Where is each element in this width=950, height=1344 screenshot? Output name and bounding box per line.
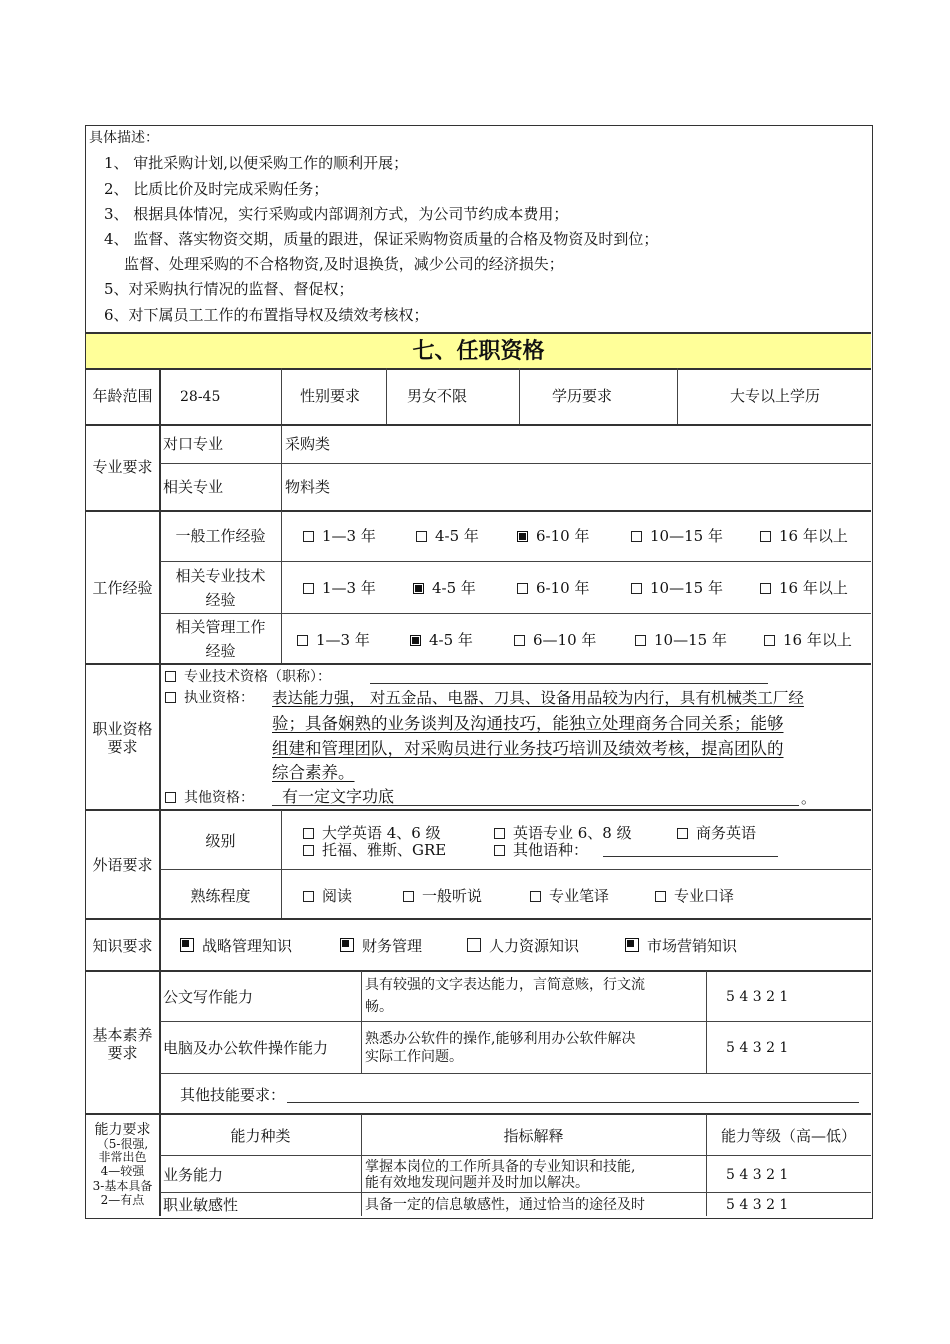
desc-item: 6、对下属员工工作的布置指导权及绩效考核权； bbox=[104, 306, 429, 324]
major-related-label: 相关专业 bbox=[163, 478, 224, 496]
checkbox-icon[interactable] bbox=[764, 635, 775, 646]
experience-option[interactable]: 10—15 年 bbox=[631, 527, 723, 545]
exp-tech-label: 经验 bbox=[205, 591, 236, 609]
desc-item: 4、 监督、落实物资交期，质量的跟进，保证采购物资质量的合格及物资及时到位； bbox=[104, 230, 659, 248]
quality-name: 电脑及办公软件操作能力 bbox=[163, 1039, 329, 1057]
experience-option[interactable]: 16 年以上 bbox=[760, 579, 848, 597]
prof-option[interactable]: 专业笔译 bbox=[530, 887, 609, 905]
checked-box-icon[interactable] bbox=[625, 938, 639, 952]
knowledge-option[interactable]: 战略管理知识 bbox=[180, 937, 292, 955]
experience-option[interactable]: 6—10 年 bbox=[514, 631, 596, 649]
desc-item: 2、 比质比价及时完成采购任务； bbox=[104, 180, 329, 198]
prof-option[interactable]: 一般听说 bbox=[403, 887, 482, 905]
desc-item: 3、 根据具体情况，实行采购或内部调剂方式，为公司节约成本费用； bbox=[104, 205, 569, 223]
experience-label: 工作经验 bbox=[92, 579, 153, 597]
ability-head-level: 能力等级（高—低） bbox=[720, 1127, 856, 1145]
ability-label-note: 4—较强 bbox=[100, 1164, 145, 1178]
license-line: 综合素养。 bbox=[272, 763, 355, 782]
checkbox-icon[interactable] bbox=[165, 692, 176, 703]
checkbox-icon[interactable] bbox=[303, 583, 314, 594]
experience-option[interactable]: 1—3 年 bbox=[303, 579, 376, 597]
desc-label: 具体描述： bbox=[89, 130, 159, 146]
experience-option[interactable]: 16 年以上 bbox=[764, 631, 852, 649]
desc-item: 5、对采购执行情况的监督、督促权； bbox=[104, 280, 354, 298]
checkbox-icon[interactable] bbox=[631, 583, 642, 594]
lang-option[interactable]: 英语专业 6、8 级 bbox=[494, 824, 632, 842]
ability-name: 业务能力 bbox=[163, 1166, 224, 1184]
qualification-label: 要求 bbox=[107, 738, 138, 756]
age-label: 年龄范围 bbox=[92, 387, 153, 405]
checkbox-icon[interactable] bbox=[403, 891, 414, 902]
ability-label: 能力要求 bbox=[94, 1122, 151, 1138]
other-qualification-value: 有一定文字功底 bbox=[282, 787, 395, 806]
checkbox-icon[interactable] bbox=[655, 891, 666, 902]
checkbox-icon[interactable] bbox=[514, 635, 525, 646]
lang-prof-label: 熟练程度 bbox=[190, 887, 251, 905]
other-qualification[interactable]: 其他资格： bbox=[165, 789, 254, 807]
ability-label-note: 非常出色 bbox=[98, 1150, 147, 1164]
desc-item: 监督、处理采购的不合格物资,及时退换货，减少公司的经济损失； bbox=[124, 255, 564, 273]
edu-value: 大专以上学历 bbox=[729, 387, 820, 405]
experience-option[interactable]: 16 年以上 bbox=[760, 527, 848, 545]
exp-mgmt-label: 相关管理工作 bbox=[175, 618, 266, 636]
ability-label-note: 2—有点 bbox=[100, 1193, 145, 1207]
checkbox-icon[interactable] bbox=[530, 891, 541, 902]
quality-score: 5 4 3 2 1 bbox=[726, 989, 789, 1005]
checkbox-icon[interactable] bbox=[165, 671, 176, 682]
experience-option[interactable]: 4-5 年 bbox=[416, 527, 479, 545]
knowledge-option[interactable]: 财务管理 bbox=[340, 937, 422, 955]
ability-desc: 能有效地发现问题并及时加以解决。 bbox=[365, 1175, 589, 1191]
ability-head-desc: 指标解释 bbox=[503, 1127, 564, 1145]
checkbox-icon[interactable] bbox=[494, 828, 505, 839]
quality-label: 基本素养 bbox=[92, 1026, 153, 1044]
major-match-value: 采购类 bbox=[285, 435, 331, 453]
checkbox-icon[interactable] bbox=[303, 891, 314, 902]
ability-score: 5 4 3 2 1 bbox=[726, 1197, 789, 1213]
experience-option[interactable]: 10—15 年 bbox=[631, 579, 723, 597]
checkbox-icon[interactable] bbox=[494, 845, 505, 856]
experience-option[interactable]: 6-10 年 bbox=[517, 527, 589, 545]
checkbox-icon[interactable] bbox=[760, 531, 771, 542]
major-label: 专业要求 bbox=[92, 458, 153, 476]
ability-name: 职业敏感性 bbox=[163, 1196, 239, 1214]
license-line: 组建和管理团队，对采购员进行业务技巧培训及绩效考核，提高团队的 bbox=[272, 739, 784, 758]
quality-name: 公文写作能力 bbox=[163, 988, 254, 1006]
experience-option[interactable]: 1—3 年 bbox=[297, 631, 370, 649]
checkbox-icon[interactable] bbox=[416, 531, 427, 542]
ability-label-note: （5-很强, bbox=[96, 1137, 149, 1151]
knowledge-option[interactable]: 市场营销知识 bbox=[625, 937, 737, 955]
checkbox-icon[interactable] bbox=[677, 828, 688, 839]
quality-label: 要求 bbox=[107, 1044, 138, 1062]
checkbox-icon[interactable] bbox=[303, 845, 314, 856]
checkbox-icon[interactable] bbox=[165, 792, 176, 803]
knowledge-option[interactable]: 人力资源知识 bbox=[467, 937, 579, 955]
ability-head-type: 能力种类 bbox=[230, 1127, 291, 1145]
license-line: 验；具备娴熟的业务谈判及沟通技巧，能独立处理商务合同关系；能够 bbox=[272, 714, 784, 733]
gender-label: 性别要求 bbox=[299, 387, 360, 405]
checkbox-icon[interactable] bbox=[303, 828, 314, 839]
other-skill-label: 其他技能要求： bbox=[180, 1086, 286, 1104]
section-title-bar bbox=[86, 332, 871, 370]
lang-option[interactable]: 大学英语 4、6 级 bbox=[303, 824, 441, 842]
experience-option[interactable]: 4-5 年 bbox=[413, 579, 476, 597]
checkbox-icon[interactable] bbox=[467, 938, 481, 952]
knowledge-label: 知识要求 bbox=[92, 937, 153, 955]
checkbox-icon[interactable] bbox=[297, 635, 308, 646]
lang-level-label: 级别 bbox=[205, 832, 236, 850]
major-related-value: 物料类 bbox=[285, 478, 331, 496]
checkbox-icon[interactable] bbox=[635, 635, 646, 646]
prof-option[interactable]: 阅读 bbox=[303, 887, 352, 905]
license-line: 表达能力强， 对五金品、电器、刀具、设备用品较为内行，具有机械类工厂经 bbox=[272, 689, 804, 707]
quality-desc: 具有较强的文字表达能力，言简意赅，行文流 bbox=[365, 977, 645, 993]
edu-label: 学历要求 bbox=[551, 387, 612, 405]
prof-option[interactable]: 专业口译 bbox=[655, 887, 734, 905]
experience-option[interactable]: 6-10 年 bbox=[517, 579, 589, 597]
tech-qualification[interactable]: 专业技术资格（职称）： bbox=[165, 668, 331, 686]
quality-desc: 实际工作问题。 bbox=[365, 1049, 463, 1065]
language-label: 外语要求 bbox=[92, 856, 153, 874]
quality-score: 5 4 3 2 1 bbox=[726, 1040, 789, 1056]
checked-box-icon[interactable] bbox=[180, 938, 194, 952]
ability-desc: 具备一定的信息敏感性，通过恰当的途径及时 bbox=[365, 1197, 645, 1213]
qualification-label: 职业资格 bbox=[92, 720, 153, 738]
lang-option[interactable]: 商务英语 bbox=[677, 824, 756, 842]
quality-desc: 畅。 bbox=[365, 999, 393, 1015]
checked-box-icon[interactable] bbox=[517, 531, 528, 542]
checkbox-icon[interactable] bbox=[303, 531, 314, 542]
checkbox-icon[interactable] bbox=[517, 583, 528, 594]
quality-desc: 熟悉办公软件的操作,能够利用办公软件解决 bbox=[365, 1031, 636, 1047]
lang-option[interactable]: 其他语种： bbox=[494, 841, 588, 859]
gender-value: 男女不限 bbox=[406, 387, 467, 405]
section-title: 七、任职资格 bbox=[412, 338, 545, 364]
ability-label-note: 3-基本具备 bbox=[92, 1179, 153, 1193]
license-qualification[interactable]: 执业资格： bbox=[165, 689, 254, 707]
ability-desc: 掌握本岗位的工作所具备的专业知识和技能, bbox=[365, 1159, 636, 1175]
checkbox-icon[interactable] bbox=[631, 531, 642, 542]
age-value: 28-45 bbox=[180, 389, 221, 405]
checkbox-icon[interactable] bbox=[760, 583, 771, 594]
ability-score: 5 4 3 2 1 bbox=[726, 1167, 789, 1183]
checked-box-icon[interactable] bbox=[413, 583, 424, 594]
experience-option[interactable]: 4-5 年 bbox=[410, 631, 473, 649]
exp-tech-label: 相关专业技术 bbox=[175, 567, 266, 585]
exp-general-label: 一般工作经验 bbox=[175, 527, 266, 545]
other-qualification-end: 。 bbox=[801, 789, 817, 807]
lang-option[interactable]: 托福、雅斯、GRE bbox=[303, 841, 446, 859]
exp-mgmt-label: 经验 bbox=[205, 642, 236, 660]
checked-box-icon[interactable] bbox=[340, 938, 354, 952]
major-match-label: 对口专业 bbox=[163, 435, 224, 453]
desc-item: 1、 审批采购计划,以便采购工作的顺利开展； bbox=[104, 154, 409, 172]
experience-option[interactable]: 10—15 年 bbox=[635, 631, 727, 649]
experience-option[interactable]: 1—3 年 bbox=[303, 527, 376, 545]
checked-box-icon[interactable] bbox=[410, 635, 421, 646]
